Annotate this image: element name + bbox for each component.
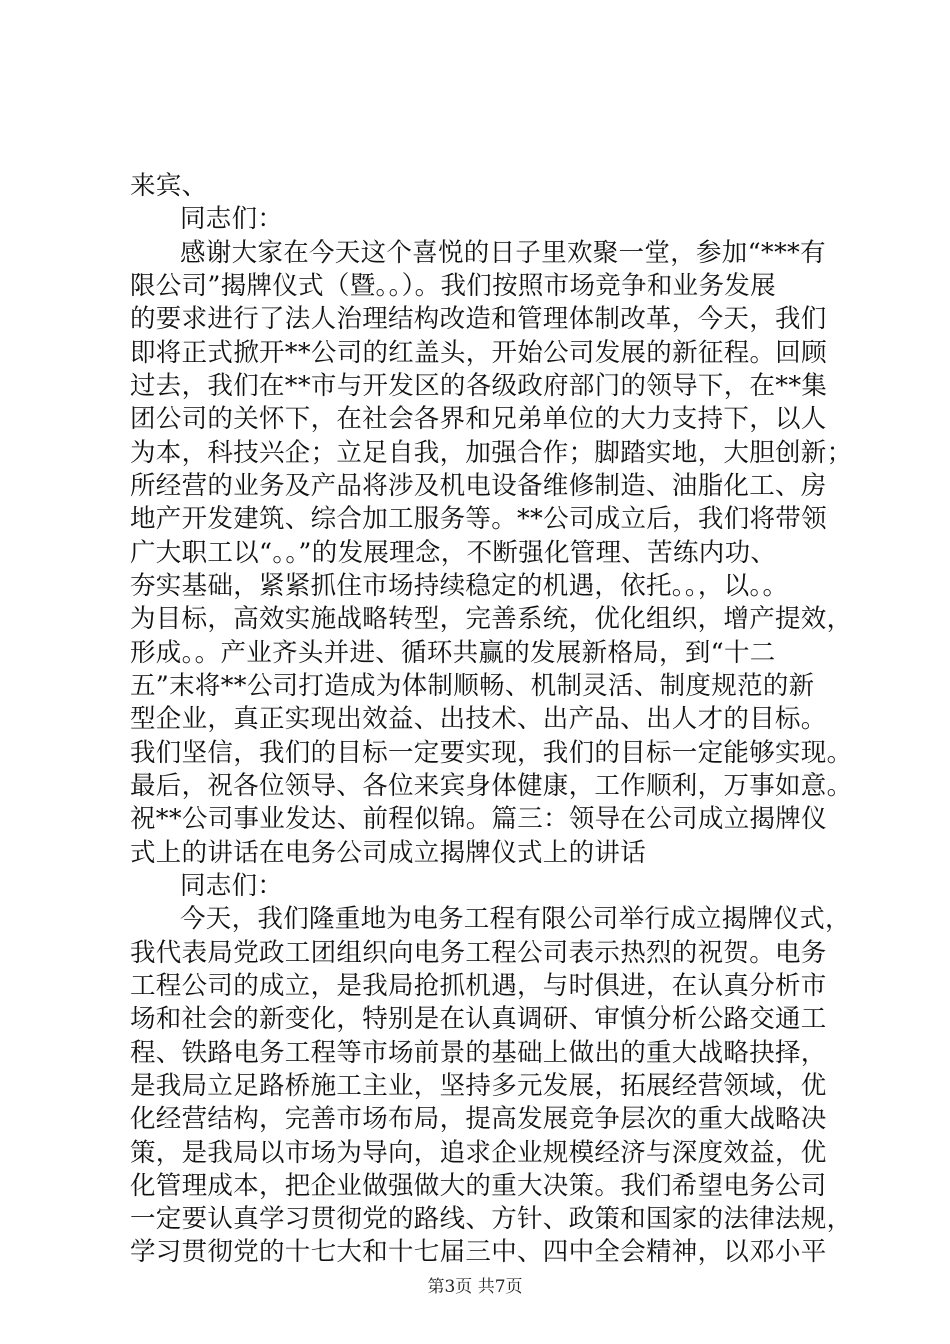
paragraph-line: 策，是我局以市场为导向，追求企业规模经济与深度效益，优	[130, 1138, 827, 1168]
paragraph-line: 化经营结构，完善市场布局，提高发展竞争层次的重大战略决	[130, 1104, 827, 1134]
paragraph-line: 工程公司的成立，是我局抢抓机遇，与时俱进，在认真分析市	[130, 971, 827, 1001]
paragraph-line: 场和社会的新变化，特别是在认真调研、审慎分析公路交通工	[130, 1004, 827, 1034]
paragraph-line: 我们坚信，我们的目标一定要实现，我们的目标一定能够实现。	[130, 738, 853, 768]
paragraph-line: 我代表局党政工团组织向电务工程公司表示热烈的祝贺。电务	[130, 938, 827, 968]
paragraph-line: 是我局立足路桥施工主业，坚持多元发展，拓展经营领域，优	[130, 1071, 827, 1101]
paragraph-line: 的要求进行了法人治理结构改造和管理体制改革，今天，我们	[130, 304, 827, 334]
paragraph-line: 所经营的业务及产品将涉及机电设备维修制造、油脂化工、房	[130, 471, 827, 501]
paragraph-line: 祝**公司事业发达、前程似锦。篇三：领导在公司成立揭牌仪	[130, 804, 827, 834]
paragraph-line: 程、铁路电务工程等市场前景的基础上做出的重大战略抉择，	[130, 1038, 827, 1068]
paragraph-line: 五”末将**公司打造成为体制顺畅、机制灵活、制度规范的新	[130, 671, 815, 701]
paragraph-line: 形成。。产业齐头并进、循环共赢的发展新格局，到“十二	[130, 638, 776, 668]
paragraph-line: 今天，我们隆重地为电务工程有限公司举行成立揭牌仪式，	[180, 904, 851, 934]
paragraph-line: 为目标，高效实施战略转型，完善系统，优化组织，增产提效，	[130, 604, 853, 634]
salutation: 同志们：	[180, 871, 284, 901]
paragraph-line: 过去，我们在**市与开发区的各级政府部门的领导下，在**集	[130, 371, 828, 401]
text-line: 来宾、	[130, 171, 208, 201]
salutation: 同志们：	[180, 204, 284, 234]
paragraph-line: 为本，科技兴企；立足自我，加强合作；脚踏实地，大胆创新；	[130, 438, 853, 468]
page-number: 第3页 共7页	[427, 1277, 523, 1297]
paragraph-line: 限公司”揭牌仪式（暨。。）。我们按照市场竞争和业务发展	[130, 271, 776, 301]
paragraph-line: 夯实基础，紧紧抓住市场持续稳定的机遇，依托。。，以。。	[130, 571, 789, 601]
paragraph-line: 化管理成本，把企业做强做大的重大决策。我们希望电务公司	[130, 1171, 827, 1201]
paragraph-line: 型企业，真正实现出效益、出技术、出产品、出人才的目标。	[130, 704, 827, 734]
paragraph-line: 感谢大家在今天这个喜悦的日子里欢聚一堂，参加“***有	[180, 238, 826, 268]
paragraph-line: 学习贯彻党的十七大和十七届三中、四中全会精神，以邓小平	[130, 1237, 827, 1267]
paragraph-line: 广大职工以“。。”的发展理念，不断强化管理、苦练内功、	[130, 538, 777, 568]
paragraph-line: 式上的讲话在电务公司成立揭牌仪式上的讲话	[130, 838, 647, 868]
paragraph-line: 地产开发建筑、综合加工服务等。**公司成立后，我们将带领	[130, 504, 827, 534]
paragraph-line: 一定要认真学习贯彻党的路线、方针、政策和国家的法律法规，	[130, 1204, 853, 1234]
paragraph-line: 团公司的关怀下，在社会各界和兄弟单位的大力支持下，以人	[130, 404, 827, 434]
paragraph-line: 即将正式掀开**公司的红盖头，开始公司发展的新征程。回顾	[130, 338, 827, 368]
paragraph-line: 最后，祝各位领导、各位来宾身体健康，工作顺利，万事如意。	[130, 771, 853, 801]
